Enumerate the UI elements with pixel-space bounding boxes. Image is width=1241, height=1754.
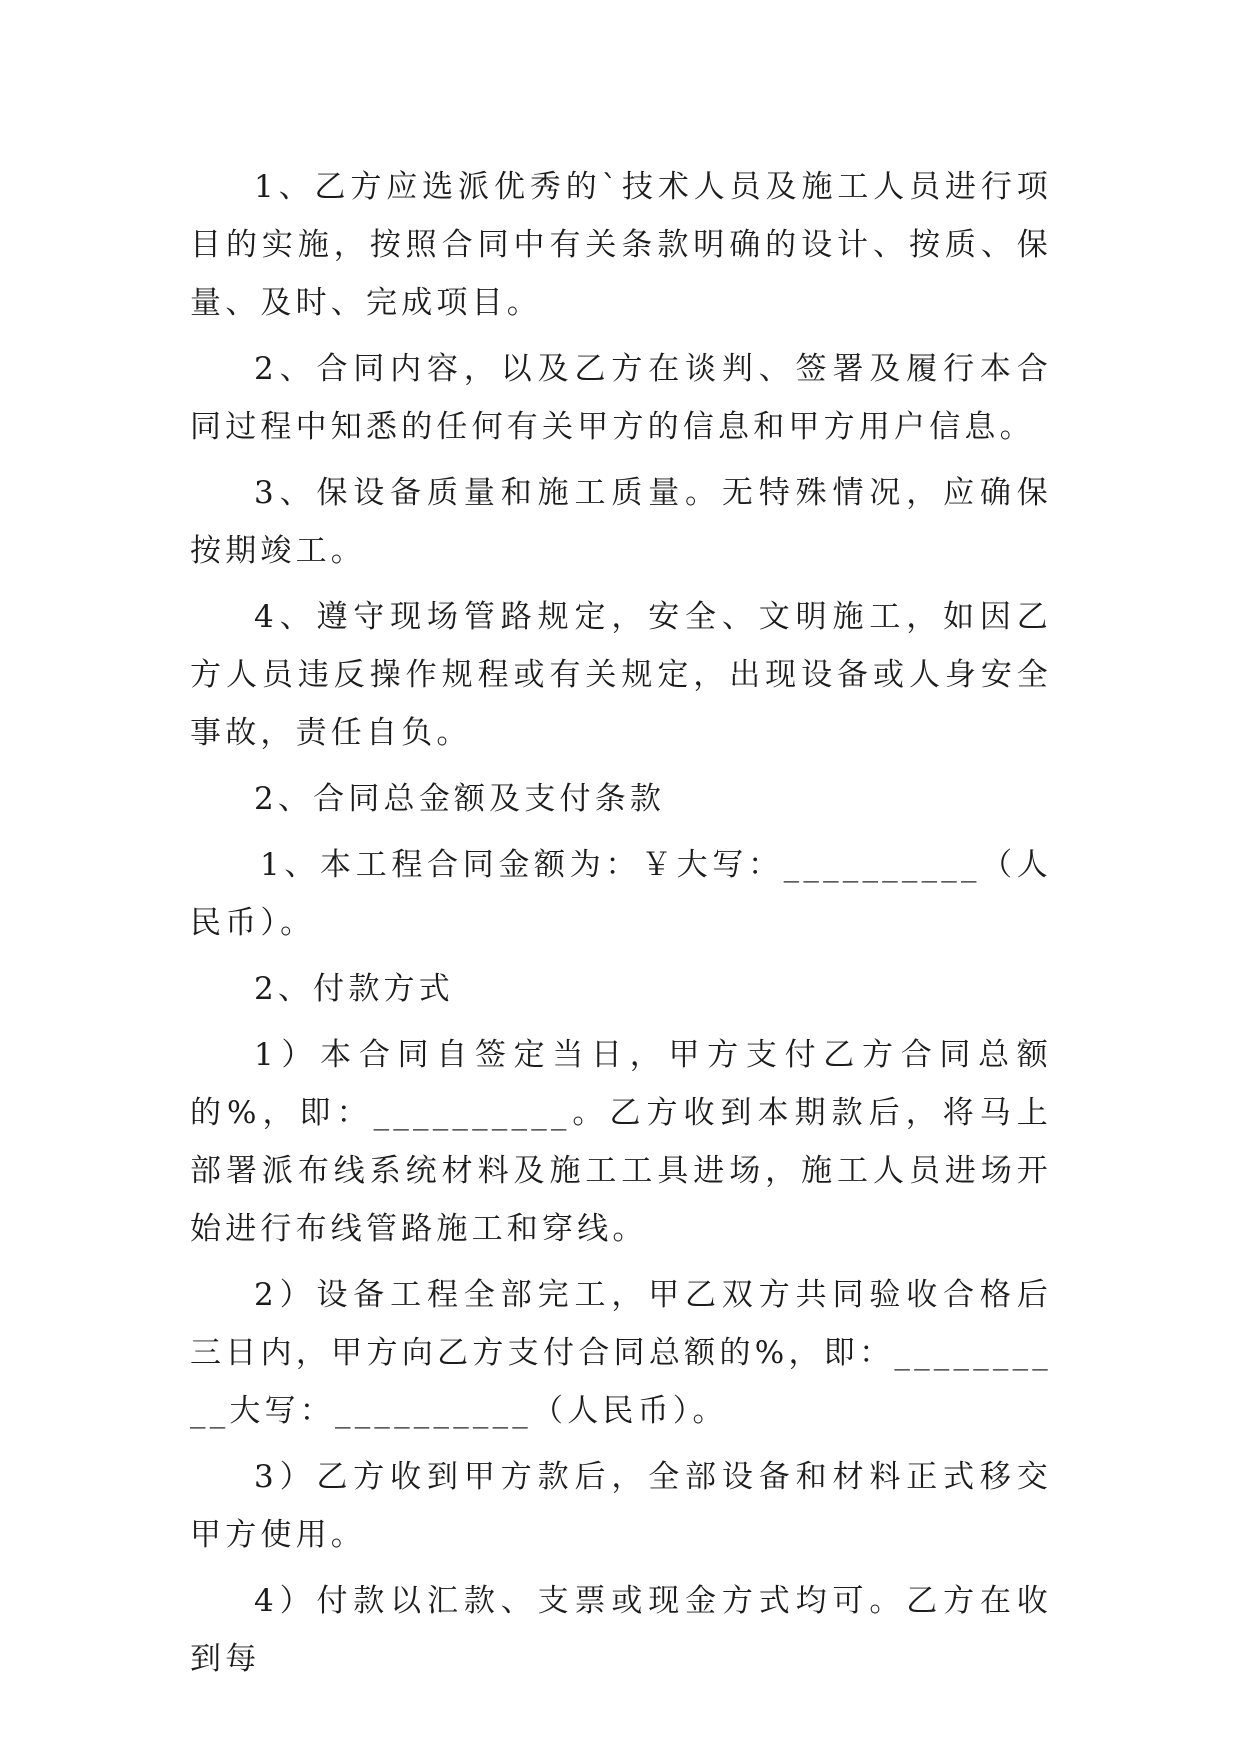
paragraph-payment-4: 4）付款以汇款、支票或现金方式均可。乙方在收到每	[190, 1583, 1052, 1677]
paragraph-1: 1、乙方应选派优秀的`技术人员及施工人员进行项目的实施，按照合同中有关条款明确的设计、按质、保量、及时、完成项目。	[190, 169, 1052, 321]
paragraph-2: 2、合同内容，以及乙方在谈判、签署及履行本合同过程中知悉的任何有关甲方的信息和甲方用户信息。	[190, 351, 1052, 445]
paragraph-contract-amount: 1、本工程合同金额为：￥大写：__________（人民币）。	[190, 847, 1052, 941]
paragraph-payment-1: 1）本合同自签定当日，甲方支付乙方合同总额的%，即：__________。乙方收到本期款后，将马上部署派布线系统材料及施工工具进场，施工人员进场开始进行布线管路施工和穿线。	[190, 1037, 1052, 1247]
paragraph-payment-3: 3）乙方收到甲方款后，全部设备和材料正式移交甲方使用。	[190, 1459, 1052, 1553]
paragraph-payment-2: 2）设备工程全部完工，甲乙双方共同验收合格后三日内，甲方向乙方支付合同总额的%，即：__________大写：__________（人民币）。	[190, 1277, 1052, 1429]
section-heading-payment: 2、合同总金额及支付条款	[254, 781, 666, 817]
section-heading-payment-method: 2、付款方式	[254, 971, 454, 1007]
paragraph-3: 3、保设备质量和施工质量。无特殊情况，应确保按期竣工。	[190, 475, 1052, 569]
document-body	[190, 158, 1052, 1696]
paragraph-4: 4、遵守现场管路规定，安全、文明施工，如因乙方人员违反操作规程或有关规定，出现设备或人身安全事故，责任自负。	[190, 599, 1052, 751]
